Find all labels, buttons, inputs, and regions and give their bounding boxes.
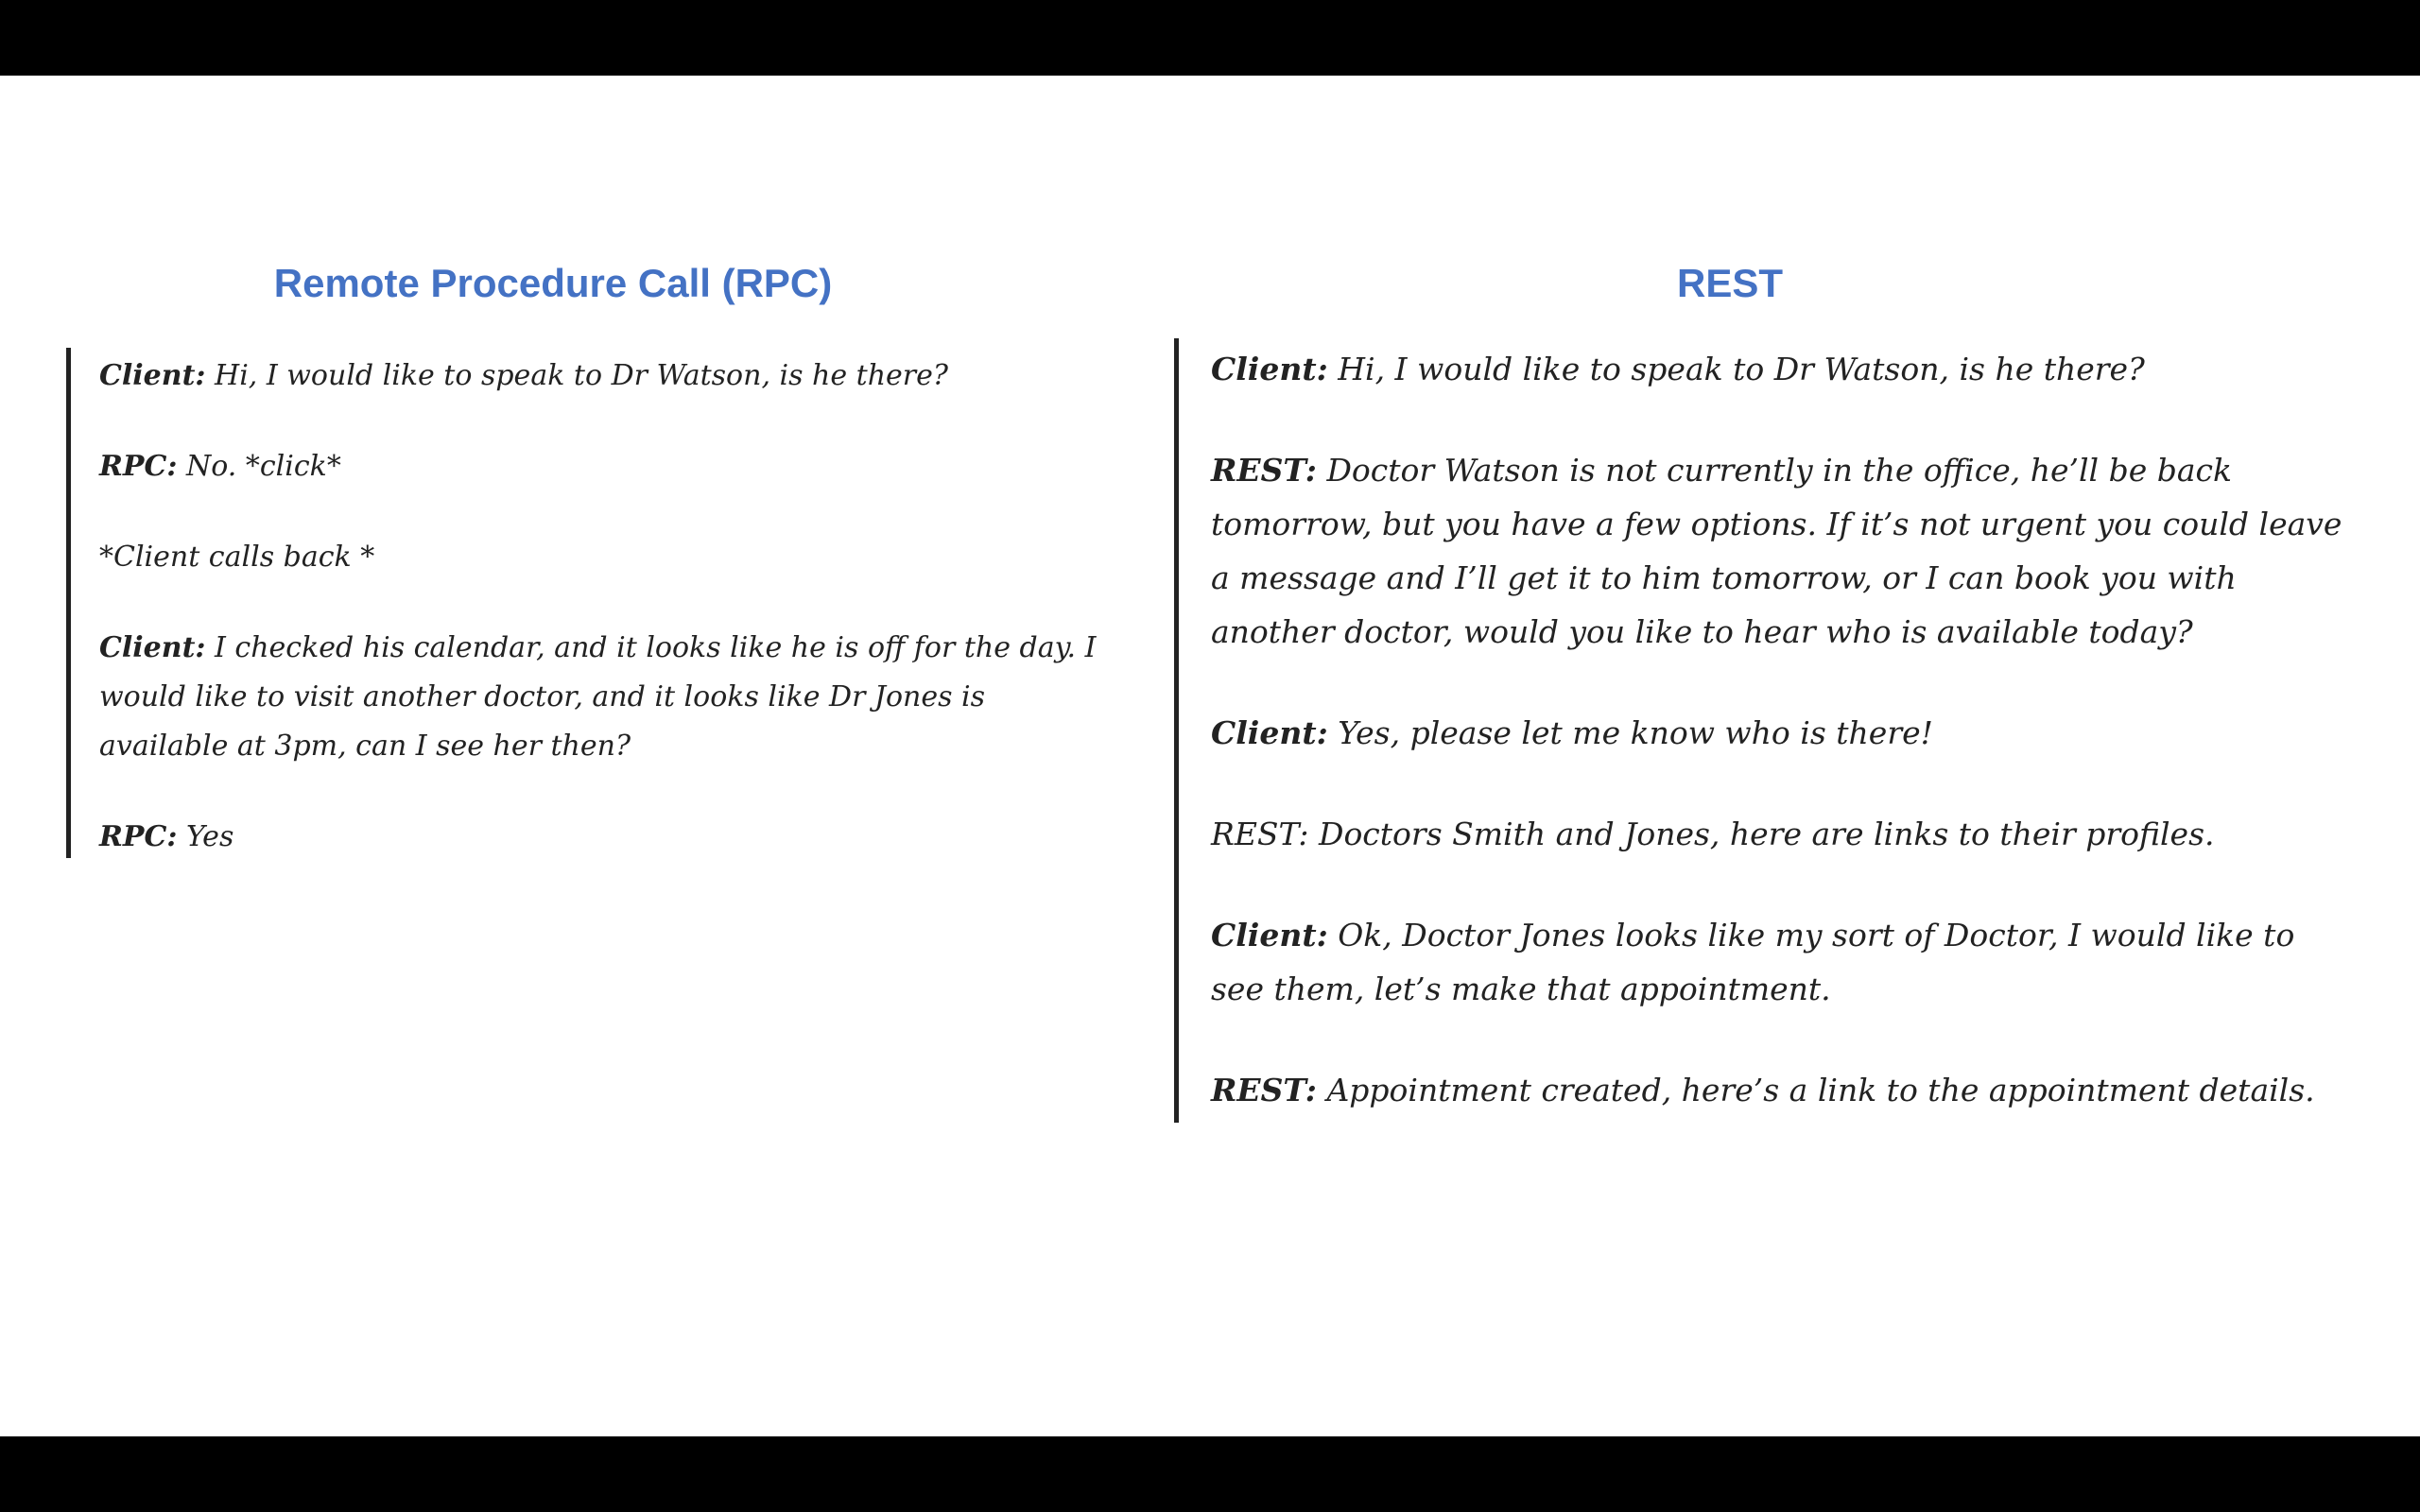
speaker-label: Client:	[1211, 917, 1328, 954]
rest-line	[1211, 1063, 2356, 1117]
rest-line	[1211, 443, 2356, 659]
rest-line	[1211, 807, 2356, 861]
line-text: I checked his calendar, and it looks like he is off for the day. I would like to visit another doctor, and it looks like Dr Jones is available at 3pm, can I see her then?	[99, 631, 1097, 763]
rest-line	[1211, 342, 2356, 396]
rpc-title: Remote Procedure Call (RPC)	[273, 261, 833, 305]
rpc-dialog	[66, 348, 1125, 858]
speaker-label: REST:	[1211, 452, 1317, 489]
speaker-label: Client:	[1211, 351, 1328, 387]
line-text: Yes	[177, 820, 234, 853]
speaker-label: RPC:	[99, 450, 178, 483]
line-text: Yes, please let me know who is there!	[1327, 714, 1933, 751]
line-text: Doctor Watson is not currently in the office, he’ll be back tomorrow, but you have a few options. If it’s not urgent you could leave a message and I’ll get it to him tomorrow, or I can book you with another doctor, would you like to hear who is available today?	[1211, 452, 2342, 650]
line-text: No. *click*	[177, 450, 341, 483]
rpc-line	[99, 813, 1115, 862]
rest-title: REST	[1676, 261, 1783, 305]
rest-dialog	[1174, 338, 2356, 1123]
line-text: REST: Doctors Smith and Jones, here are links to their profiles.	[1211, 816, 2215, 852]
speaker-label: RPC:	[99, 820, 178, 853]
speaker-label: Client:	[1211, 714, 1328, 751]
rpc-line	[99, 352, 1115, 401]
line-text: Hi, I would like to speak to Dr Watson, is he there?	[205, 359, 948, 392]
line-text: Hi, I would like to speak to Dr Watson, is he there?	[1327, 351, 2145, 387]
speaker-label: Client:	[99, 359, 206, 392]
rest-line	[1211, 908, 2356, 1016]
rpc-line	[99, 533, 1115, 582]
rpc-line	[99, 624, 1115, 771]
rpc-line	[99, 442, 1115, 491]
line-text: *Client calls back *	[99, 541, 375, 574]
speaker-label: REST:	[1211, 1072, 1317, 1108]
line-text: Ok, Doctor Jones looks like my sort of Doctor, I would like to see them, let’s make that appointment.	[1211, 917, 2295, 1007]
rest-line	[1211, 706, 2356, 760]
line-text: Appointment created, here’s a link to the appointment details.	[1316, 1072, 2315, 1108]
slide	[0, 76, 2420, 1436]
speaker-label: Client:	[99, 631, 206, 664]
